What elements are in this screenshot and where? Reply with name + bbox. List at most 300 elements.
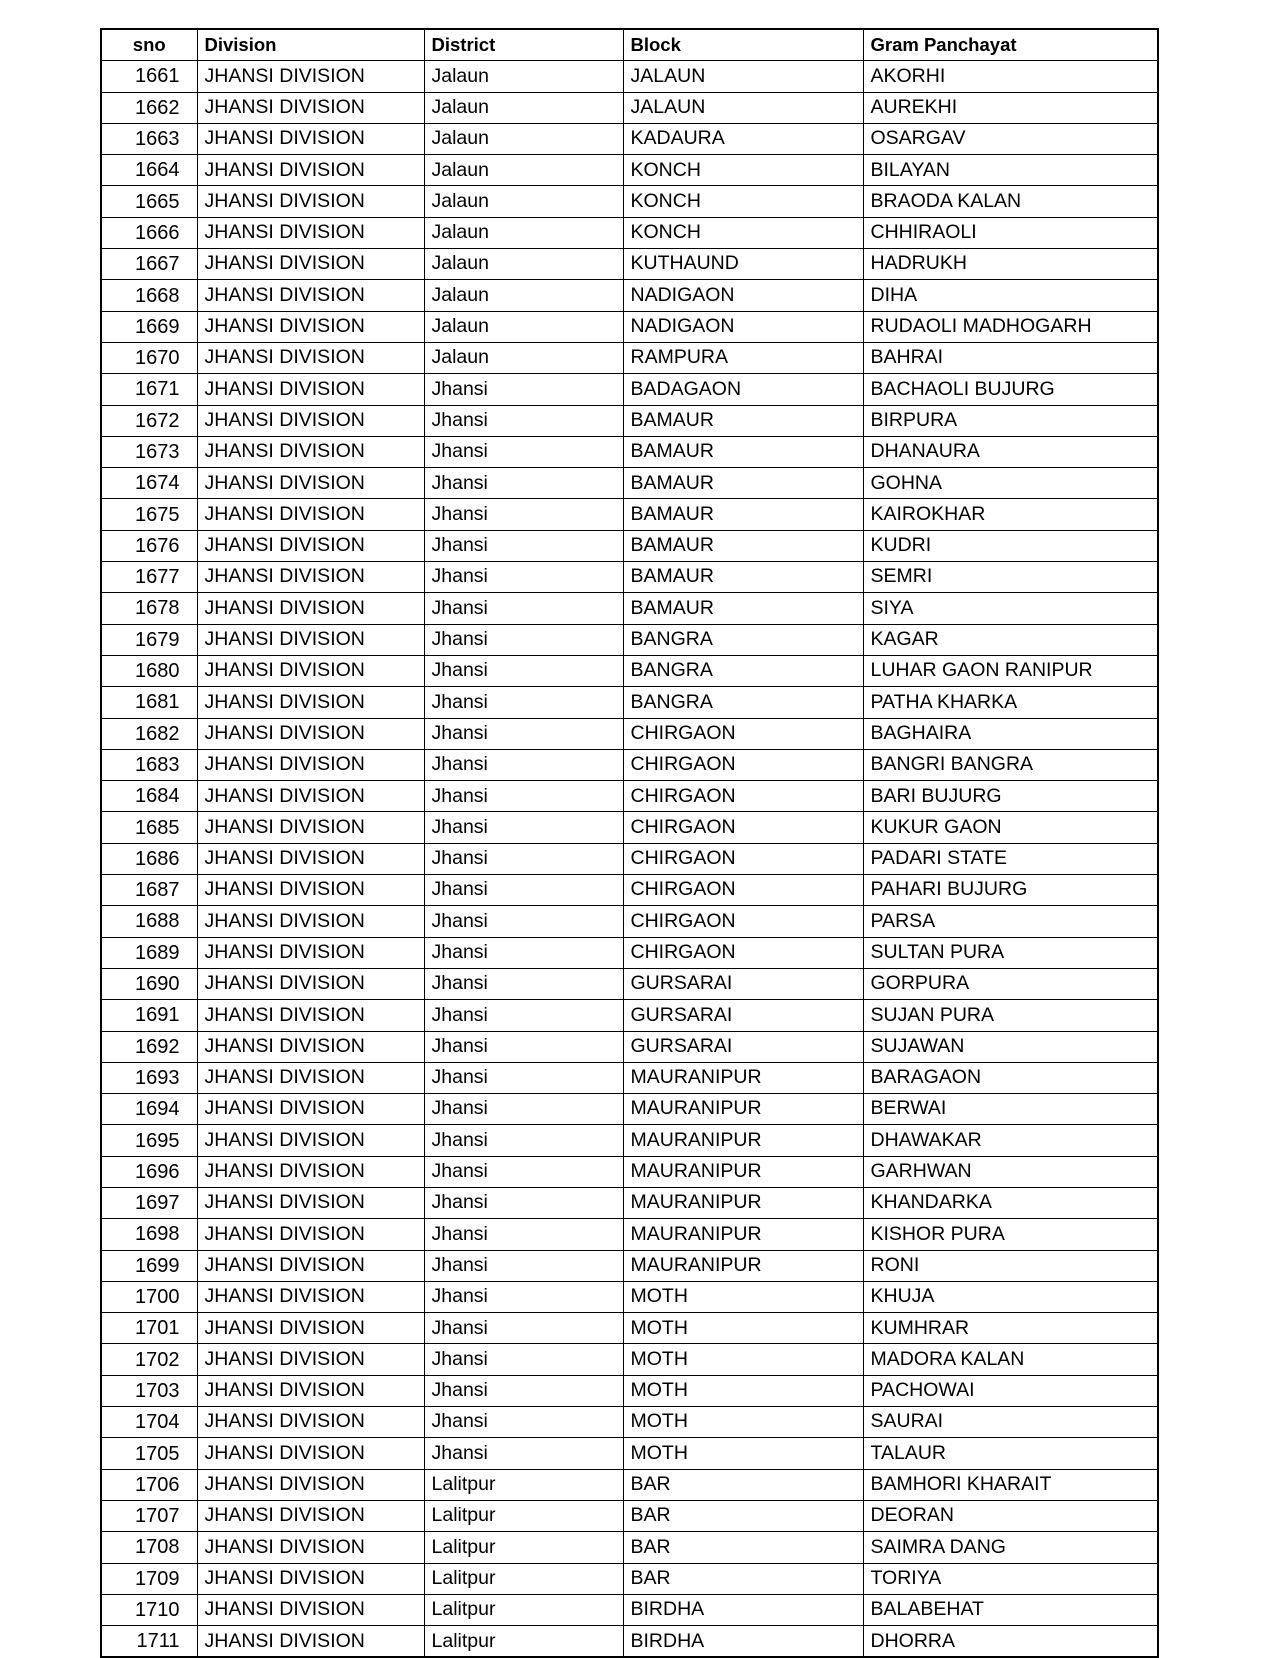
cell-division: JHANSI DIVISION <box>197 1500 424 1531</box>
cell-sno: 1686 <box>101 843 197 874</box>
cell-district: Lalitpur <box>424 1563 623 1594</box>
cell-division: JHANSI DIVISION <box>197 968 424 999</box>
table-row <box>101 1532 1158 1563</box>
cell-sno: 1697 <box>101 1187 197 1218</box>
cell-gram-panchayat: KHUJA <box>863 1281 1158 1312</box>
cell-sno: 1662 <box>101 92 197 123</box>
cell-district: Jalaun <box>424 280 623 311</box>
cell-block: BAMAUR <box>623 562 863 593</box>
cell-district: Jhansi <box>424 906 623 937</box>
cell-gram-panchayat: PADARI STATE <box>863 843 1158 874</box>
cell-gram-panchayat: BERWAI <box>863 1094 1158 1125</box>
cell-gram-panchayat: SEMRI <box>863 562 1158 593</box>
cell-division: JHANSI DIVISION <box>197 530 424 561</box>
cell-gram-panchayat: KISHOR PURA <box>863 1219 1158 1250</box>
cell-sno: 1700 <box>101 1281 197 1312</box>
cell-division: JHANSI DIVISION <box>197 311 424 342</box>
table-row <box>101 1344 1158 1375</box>
cell-gram-panchayat: AUREKHI <box>863 92 1158 123</box>
cell-gram-panchayat: SULTAN PURA <box>863 937 1158 968</box>
cell-division: JHANSI DIVISION <box>197 499 424 530</box>
table-row <box>101 249 1158 280</box>
cell-sno: 1661 <box>101 61 197 92</box>
cell-block: CHIRGAON <box>623 812 863 843</box>
cell-division: JHANSI DIVISION <box>197 906 424 937</box>
cell-block: BANGRA <box>623 655 863 686</box>
table-row <box>101 1281 1158 1312</box>
cell-district: Jalaun <box>424 123 623 154</box>
table-row <box>101 843 1158 874</box>
cell-sno: 1674 <box>101 468 197 499</box>
cell-sno: 1675 <box>101 499 197 530</box>
cell-block: MAURANIPUR <box>623 1187 863 1218</box>
cell-block: BAR <box>623 1500 863 1531</box>
cell-district: Jalaun <box>424 61 623 92</box>
cell-sno: 1681 <box>101 687 197 718</box>
table-row <box>101 499 1158 530</box>
cell-sno: 1672 <box>101 405 197 436</box>
cell-block: MOTH <box>623 1375 863 1406</box>
cell-district: Jhansi <box>424 1000 623 1031</box>
cell-district: Jhansi <box>424 499 623 530</box>
cell-division: JHANSI DIVISION <box>197 1031 424 1062</box>
cell-division: JHANSI DIVISION <box>197 155 424 186</box>
cell-division: JHANSI DIVISION <box>197 718 424 749</box>
cell-gram-panchayat: KAGAR <box>863 624 1158 655</box>
cell-block: KONCH <box>623 186 863 217</box>
cell-division: JHANSI DIVISION <box>197 1407 424 1438</box>
cell-district: Jhansi <box>424 405 623 436</box>
cell-division: JHANSI DIVISION <box>197 1469 424 1500</box>
cell-division: JHANSI DIVISION <box>197 186 424 217</box>
table-row <box>101 968 1158 999</box>
table-row <box>101 655 1158 686</box>
cell-division: JHANSI DIVISION <box>197 1313 424 1344</box>
cell-sno: 1695 <box>101 1125 197 1156</box>
cell-gram-panchayat: BANGRI BANGRA <box>863 749 1158 780</box>
cell-block: BAR <box>623 1532 863 1563</box>
table-container <box>100 28 1157 1658</box>
cell-sno: 1691 <box>101 1000 197 1031</box>
table-row <box>101 593 1158 624</box>
cell-division: JHANSI DIVISION <box>197 1250 424 1281</box>
cell-block: KADAURA <box>623 123 863 154</box>
table-row <box>101 875 1158 906</box>
cell-district: Jhansi <box>424 562 623 593</box>
table-row <box>101 1407 1158 1438</box>
cell-gram-panchayat: DHANAURA <box>863 436 1158 467</box>
cell-district: Jhansi <box>424 530 623 561</box>
cell-sno: 1709 <box>101 1563 197 1594</box>
cell-block: CHIRGAON <box>623 749 863 780</box>
cell-gram-panchayat: PARSA <box>863 906 1158 937</box>
cell-district: Jhansi <box>424 1125 623 1156</box>
table-row <box>101 61 1158 92</box>
cell-sno: 1670 <box>101 342 197 373</box>
column-header-gram-panchayat: Gram Panchayat <box>863 29 1158 61</box>
cell-sno: 1699 <box>101 1250 197 1281</box>
cell-sno: 1694 <box>101 1094 197 1125</box>
cell-block: NADIGAON <box>623 280 863 311</box>
cell-division: JHANSI DIVISION <box>197 875 424 906</box>
cell-division: JHANSI DIVISION <box>197 1532 424 1563</box>
cell-block: GURSARAI <box>623 1000 863 1031</box>
cell-sno: 1687 <box>101 875 197 906</box>
cell-sno: 1663 <box>101 123 197 154</box>
cell-division: JHANSI DIVISION <box>197 1094 424 1125</box>
cell-district: Jhansi <box>424 1094 623 1125</box>
cell-block: BADAGAON <box>623 374 863 405</box>
cell-block: BAMAUR <box>623 499 863 530</box>
cell-gram-panchayat: GARHWAN <box>863 1156 1158 1187</box>
column-header-district: District <box>424 29 623 61</box>
cell-gram-panchayat: RUDAOLI MADHOGARH <box>863 311 1158 342</box>
table-body <box>101 61 1158 1658</box>
cell-district: Jalaun <box>424 186 623 217</box>
cell-division: JHANSI DIVISION <box>197 655 424 686</box>
cell-district: Jalaun <box>424 342 623 373</box>
cell-district: Jhansi <box>424 812 623 843</box>
cell-gram-panchayat: AKORHI <box>863 61 1158 92</box>
table-row <box>101 1250 1158 1281</box>
cell-division: JHANSI DIVISION <box>197 342 424 373</box>
cell-block: BIRDHA <box>623 1594 863 1625</box>
cell-sno: 1684 <box>101 781 197 812</box>
table-row <box>101 1125 1158 1156</box>
table-row <box>101 1375 1158 1406</box>
cell-block: BAMAUR <box>623 405 863 436</box>
table-row <box>101 1594 1158 1625</box>
cell-district: Jhansi <box>424 624 623 655</box>
table-row <box>101 342 1158 373</box>
table-row <box>101 562 1158 593</box>
cell-gram-panchayat: GOHNA <box>863 468 1158 499</box>
cell-sno: 1676 <box>101 530 197 561</box>
cell-sno: 1706 <box>101 1469 197 1500</box>
cell-gram-panchayat: PAHARI BUJURG <box>863 875 1158 906</box>
cell-sno: 1683 <box>101 749 197 780</box>
cell-gram-panchayat: BIRPURA <box>863 405 1158 436</box>
cell-block: MAURANIPUR <box>623 1125 863 1156</box>
table-row <box>101 1438 1158 1469</box>
cell-district: Lalitpur <box>424 1469 623 1500</box>
cell-division: JHANSI DIVISION <box>197 405 424 436</box>
cell-sno: 1677 <box>101 562 197 593</box>
cell-block: BAR <box>623 1469 863 1500</box>
table-row <box>101 1000 1158 1031</box>
cell-block: MOTH <box>623 1313 863 1344</box>
table-row <box>101 155 1158 186</box>
cell-district: Jhansi <box>424 1375 623 1406</box>
cell-sno: 1682 <box>101 718 197 749</box>
cell-gram-panchayat: KHANDARKA <box>863 1187 1158 1218</box>
table-header-row <box>101 29 1158 61</box>
cell-gram-panchayat: BACHAOLI BUJURG <box>863 374 1158 405</box>
cell-district: Jhansi <box>424 1219 623 1250</box>
table-row <box>101 530 1158 561</box>
cell-gram-panchayat: KUMHRAR <box>863 1313 1158 1344</box>
cell-division: JHANSI DIVISION <box>197 624 424 655</box>
cell-gram-panchayat: GORPURA <box>863 968 1158 999</box>
cell-sno: 1689 <box>101 937 197 968</box>
cell-block: CHIRGAON <box>623 937 863 968</box>
cell-district: Lalitpur <box>424 1500 623 1531</box>
cell-district: Jhansi <box>424 749 623 780</box>
cell-block: KONCH <box>623 155 863 186</box>
cell-district: Jhansi <box>424 968 623 999</box>
cell-division: JHANSI DIVISION <box>197 436 424 467</box>
cell-sno: 1679 <box>101 624 197 655</box>
cell-sno: 1693 <box>101 1062 197 1093</box>
cell-division: JHANSI DIVISION <box>197 1375 424 1406</box>
cell-gram-panchayat: BARI BUJURG <box>863 781 1158 812</box>
cell-district: Jhansi <box>424 1187 623 1218</box>
cell-sno: 1702 <box>101 1344 197 1375</box>
cell-division: JHANSI DIVISION <box>197 1219 424 1250</box>
cell-sno: 1705 <box>101 1438 197 1469</box>
cell-district: Jhansi <box>424 875 623 906</box>
cell-division: JHANSI DIVISION <box>197 249 424 280</box>
cell-block: BAMAUR <box>623 530 863 561</box>
cell-block: BAMAUR <box>623 593 863 624</box>
cell-division: JHANSI DIVISION <box>197 687 424 718</box>
cell-block: CHIRGAON <box>623 906 863 937</box>
cell-sno: 1690 <box>101 968 197 999</box>
cell-district: Jhansi <box>424 593 623 624</box>
table-row <box>101 92 1158 123</box>
cell-gram-panchayat: BRAODA KALAN <box>863 186 1158 217</box>
cell-sno: 1665 <box>101 186 197 217</box>
cell-division: JHANSI DIVISION <box>197 1000 424 1031</box>
cell-block: GURSARAI <box>623 968 863 999</box>
cell-district: Jhansi <box>424 468 623 499</box>
cell-division: JHANSI DIVISION <box>197 61 424 92</box>
cell-district: Jhansi <box>424 843 623 874</box>
cell-district: Jhansi <box>424 1156 623 1187</box>
cell-sno: 1678 <box>101 593 197 624</box>
table-row <box>101 374 1158 405</box>
cell-district: Jhansi <box>424 374 623 405</box>
cell-gram-panchayat: KUKUR GAON <box>863 812 1158 843</box>
cell-gram-panchayat: LUHAR GAON RANIPUR <box>863 655 1158 686</box>
cell-sno: 1710 <box>101 1594 197 1625</box>
cell-district: Jhansi <box>424 687 623 718</box>
cell-gram-panchayat: RONI <box>863 1250 1158 1281</box>
cell-gram-panchayat: DEORAN <box>863 1500 1158 1531</box>
cell-gram-panchayat: MADORA KALAN <box>863 1344 1158 1375</box>
cell-gram-panchayat: BAMHORI KHARAIT <box>863 1469 1158 1500</box>
cell-block: BAMAUR <box>623 468 863 499</box>
cell-gram-panchayat: OSARGAV <box>863 123 1158 154</box>
cell-district: Jhansi <box>424 1344 623 1375</box>
cell-gram-panchayat: TALAUR <box>863 1438 1158 1469</box>
cell-district: Jhansi <box>424 436 623 467</box>
table-row <box>101 1219 1158 1250</box>
cell-sno: 1708 <box>101 1532 197 1563</box>
cell-block: MOTH <box>623 1438 863 1469</box>
cell-gram-panchayat: SUJAWAN <box>863 1031 1158 1062</box>
table-row <box>101 1626 1158 1658</box>
table-row <box>101 906 1158 937</box>
cell-block: MOTH <box>623 1344 863 1375</box>
table-row <box>101 405 1158 436</box>
cell-gram-panchayat: BAGHAIRA <box>863 718 1158 749</box>
cell-sno: 1703 <box>101 1375 197 1406</box>
cell-gram-panchayat: KAIROKHAR <box>863 499 1158 530</box>
cell-district: Jhansi <box>424 1250 623 1281</box>
cell-division: JHANSI DIVISION <box>197 468 424 499</box>
table-row <box>101 624 1158 655</box>
cell-gram-panchayat: DIHA <box>863 280 1158 311</box>
cell-block: BAR <box>623 1563 863 1594</box>
cell-block: MOTH <box>623 1407 863 1438</box>
cell-sno: 1668 <box>101 280 197 311</box>
cell-district: Jhansi <box>424 781 623 812</box>
cell-division: JHANSI DIVISION <box>197 749 424 780</box>
cell-gram-panchayat: SIYA <box>863 593 1158 624</box>
table-row <box>101 311 1158 342</box>
cell-division: JHANSI DIVISION <box>197 280 424 311</box>
cell-division: JHANSI DIVISION <box>197 593 424 624</box>
cell-division: JHANSI DIVISION <box>197 123 424 154</box>
cell-district: Jhansi <box>424 655 623 686</box>
column-header-sno: sno <box>101 29 197 61</box>
cell-gram-panchayat: SUJAN PURA <box>863 1000 1158 1031</box>
cell-sno: 1696 <box>101 1156 197 1187</box>
cell-district: Lalitpur <box>424 1594 623 1625</box>
cell-block: BAMAUR <box>623 436 863 467</box>
cell-block: BANGRA <box>623 624 863 655</box>
cell-block: MAURANIPUR <box>623 1250 863 1281</box>
column-header-block: Block <box>623 29 863 61</box>
cell-sno: 1671 <box>101 374 197 405</box>
cell-gram-panchayat: DHORRA <box>863 1626 1158 1658</box>
cell-sno: 1673 <box>101 436 197 467</box>
cell-sno: 1680 <box>101 655 197 686</box>
cell-district: Jhansi <box>424 718 623 749</box>
table-row <box>101 1469 1158 1500</box>
cell-gram-panchayat: KUDRI <box>863 530 1158 561</box>
cell-division: JHANSI DIVISION <box>197 217 424 248</box>
cell-division: JHANSI DIVISION <box>197 1344 424 1375</box>
table-row <box>101 718 1158 749</box>
cell-gram-panchayat: DHAWAKAR <box>863 1125 1158 1156</box>
cell-gram-panchayat: CHHIRAOLI <box>863 217 1158 248</box>
cell-district: Jhansi <box>424 1438 623 1469</box>
cell-district: Jhansi <box>424 1062 623 1093</box>
cell-district: Lalitpur <box>424 1626 623 1658</box>
cell-sno: 1704 <box>101 1407 197 1438</box>
cell-block: BIRDHA <box>623 1626 863 1658</box>
cell-division: JHANSI DIVISION <box>197 781 424 812</box>
cell-gram-panchayat: BARAGAON <box>863 1062 1158 1093</box>
cell-sno: 1666 <box>101 217 197 248</box>
cell-gram-panchayat: BALABEHAT <box>863 1594 1158 1625</box>
cell-sno: 1692 <box>101 1031 197 1062</box>
cell-gram-panchayat: HADRUKH <box>863 249 1158 280</box>
cell-division: JHANSI DIVISION <box>197 1438 424 1469</box>
table-row <box>101 1563 1158 1594</box>
cell-gram-panchayat: BAHRAI <box>863 342 1158 373</box>
cell-division: JHANSI DIVISION <box>197 1187 424 1218</box>
cell-block: MAURANIPUR <box>623 1094 863 1125</box>
cell-gram-panchayat: PATHA KHARKA <box>863 687 1158 718</box>
table-row <box>101 468 1158 499</box>
cell-gram-panchayat: SAIMRA DANG <box>863 1532 1158 1563</box>
cell-district: Jhansi <box>424 1031 623 1062</box>
cell-division: JHANSI DIVISION <box>197 1062 424 1093</box>
cell-block: JALAUN <box>623 61 863 92</box>
gram-panchayat-table <box>100 28 1159 1658</box>
cell-district: Jalaun <box>424 249 623 280</box>
table-row <box>101 1062 1158 1093</box>
cell-division: JHANSI DIVISION <box>197 1594 424 1625</box>
cell-district: Jalaun <box>424 92 623 123</box>
table-row <box>101 1031 1158 1062</box>
cell-division: JHANSI DIVISION <box>197 1156 424 1187</box>
cell-gram-panchayat: PACHOWAI <box>863 1375 1158 1406</box>
cell-block: JALAUN <box>623 92 863 123</box>
table-row <box>101 1187 1158 1218</box>
cell-district: Jalaun <box>424 217 623 248</box>
cell-block: CHIRGAON <box>623 781 863 812</box>
table-row <box>101 217 1158 248</box>
cell-district: Jhansi <box>424 1407 623 1438</box>
cell-block: CHIRGAON <box>623 843 863 874</box>
table-row <box>101 1094 1158 1125</box>
cell-sno: 1685 <box>101 812 197 843</box>
cell-block: GURSARAI <box>623 1031 863 1062</box>
cell-division: JHANSI DIVISION <box>197 562 424 593</box>
cell-sno: 1664 <box>101 155 197 186</box>
table-row <box>101 1313 1158 1344</box>
cell-district: Jhansi <box>424 1313 623 1344</box>
table-row <box>101 781 1158 812</box>
cell-sno: 1711 <box>101 1626 197 1658</box>
cell-district: Jalaun <box>424 155 623 186</box>
cell-sno: 1698 <box>101 1219 197 1250</box>
table-row <box>101 812 1158 843</box>
cell-block: MAURANIPUR <box>623 1156 863 1187</box>
table-row <box>101 186 1158 217</box>
cell-division: JHANSI DIVISION <box>197 1563 424 1594</box>
cell-division: JHANSI DIVISION <box>197 843 424 874</box>
cell-block: BANGRA <box>623 687 863 718</box>
cell-sno: 1669 <box>101 311 197 342</box>
cell-district: Jhansi <box>424 1281 623 1312</box>
cell-block: NADIGAON <box>623 311 863 342</box>
cell-division: JHANSI DIVISION <box>197 812 424 843</box>
cell-block: CHIRGAON <box>623 875 863 906</box>
cell-division: JHANSI DIVISION <box>197 1281 424 1312</box>
table-row <box>101 280 1158 311</box>
table-row <box>101 1156 1158 1187</box>
table-row <box>101 123 1158 154</box>
cell-block: MOTH <box>623 1281 863 1312</box>
cell-sno: 1667 <box>101 249 197 280</box>
table-header <box>101 29 1158 61</box>
cell-division: JHANSI DIVISION <box>197 1125 424 1156</box>
cell-division: JHANSI DIVISION <box>197 1626 424 1658</box>
cell-block: KUTHAUND <box>623 249 863 280</box>
cell-block: RAMPURA <box>623 342 863 373</box>
cell-block: KONCH <box>623 217 863 248</box>
cell-block: CHIRGAON <box>623 718 863 749</box>
column-header-division: Division <box>197 29 424 61</box>
table-row <box>101 937 1158 968</box>
cell-sno: 1707 <box>101 1500 197 1531</box>
cell-gram-panchayat: BILAYAN <box>863 155 1158 186</box>
